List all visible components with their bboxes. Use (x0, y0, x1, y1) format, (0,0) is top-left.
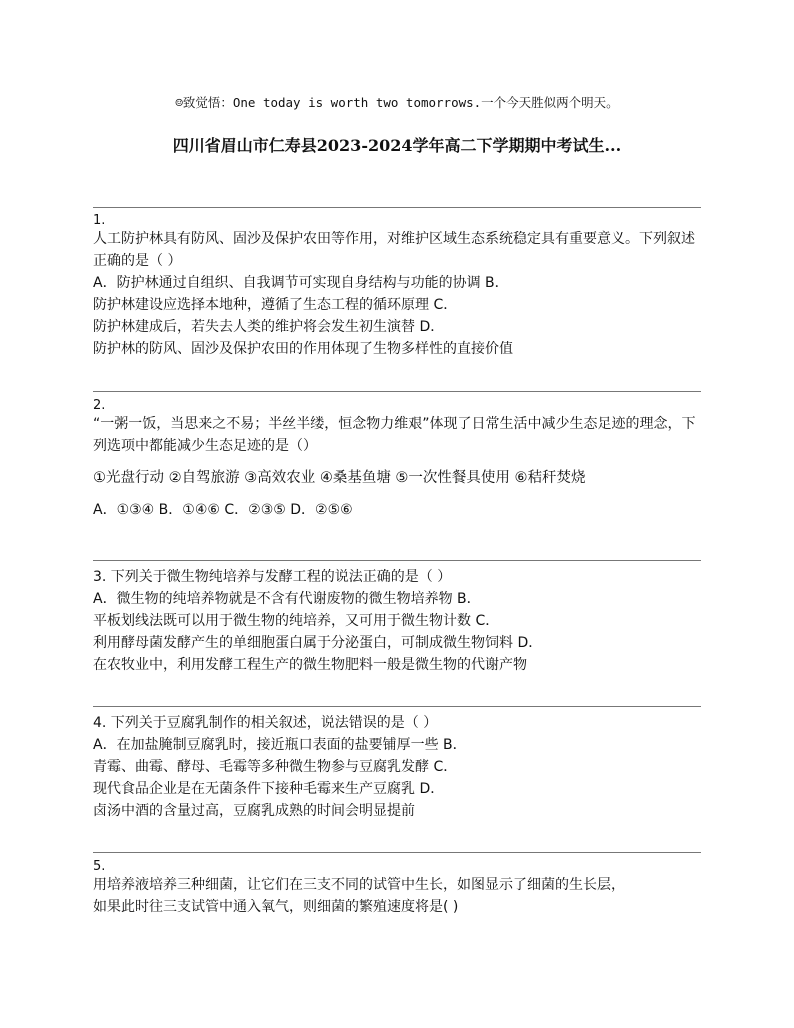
question-divider (93, 706, 701, 707)
question-number: 2. (93, 398, 106, 413)
option-line: 在农牧业中，利用发酵工程生产的微生物肥料一般是微生物的代谢产物 (93, 657, 527, 673)
option-line: 防护林的防风、固沙及保护农田的作用体现了生物多样性的直接价值 (93, 341, 513, 357)
option-line: 现代食品企业是在无菌条件下接种毛霉来生产豆腐乳 D． (93, 781, 445, 797)
page-title: 四川省眉山市仁寿县2023-2024学年高二下学期期中考试生... (172, 136, 622, 155)
question-4 (93, 712, 713, 822)
question-stem: 3. 下列关于微生物纯培养与发酵工程的说法正确的是（ ） (93, 569, 452, 585)
question-stem: 4. 下列关于豆腐乳制作的相关叙述，说法错误的是（ ） (93, 715, 438, 731)
question-divider (93, 207, 701, 208)
option-line: A．防护林通过自组织、自我调节可实现自身结构与功能的协调 B． (93, 275, 509, 291)
option-line: A．①③④ B．①④⑥ C．②③⑤ D．②⑤⑥ (93, 502, 353, 518)
question-stem: 人工防护林具有防风、固沙及保护农田等作用，对维护区域生态系统稳定具有重要意义。下列叙述正确的是（ ） (93, 231, 695, 269)
option-line: 平板划线法既可以用于微生物的纯培养，又可用于微生物计数 C． (93, 613, 500, 629)
question-divider (93, 391, 701, 392)
option-line: A．微生物的纯培养物就是不含有代谢废物的微生物培养物 B． (93, 591, 481, 607)
question-stem: 用培养液培养三种细菌，让它们在三支不同的试管中生长，如图显示了细菌的生长层， (93, 877, 625, 893)
question-number: 5. (93, 859, 106, 874)
question-2 (93, 398, 713, 521)
choice-list: ①光盘行动 ②自驾旅游 ③高效农业 ④桑基鱼塘 ⑤一次性餐具使用 ⑥秸秆焚烧 (93, 470, 586, 486)
question-stem: “一粥一饭，当思来之不易；半丝半缕，恒念物力维艰”体现了日常生活中减少生态足迹的理念，下列选项中都能减少生态足迹的是（） (93, 416, 696, 454)
motto-line: ☺致觉悟：One today is worth two tomorrows.一个今天胜似两个明天。 (175, 95, 619, 110)
option-line: 卤汤中酒的含量过高，豆腐乳成熟的时间会明显提前 (93, 803, 415, 819)
option-line: 利用酵母菌发酵产生的单细胞蛋白属于分泌蛋白，可制成微生物饲料 D． (93, 635, 543, 651)
question-3 (93, 566, 713, 676)
question-1 (93, 213, 713, 360)
question-5 (93, 859, 713, 918)
option-line: A．在加盐腌制豆腐乳时，接近瓶口表面的盐要铺厚一些 B． (93, 737, 467, 753)
question-divider (93, 852, 701, 853)
option-line: 防护林建成后，若失去人类的维护将会发生初生演替 D． (93, 319, 445, 335)
option-line: 防护林建设应选择本地种，遵循了生态工程的循环原理 C． (93, 297, 458, 313)
question-number: 1. (93, 213, 106, 228)
option-line: 青霉、曲霉、酵母、毛霉等多种微生物参与豆腐乳发酵 C． (93, 759, 458, 775)
question-stem: 如果此时往三支试管中通入氧气，则细菌的繁殖速度将是( ) (93, 899, 459, 915)
question-divider (93, 560, 701, 561)
